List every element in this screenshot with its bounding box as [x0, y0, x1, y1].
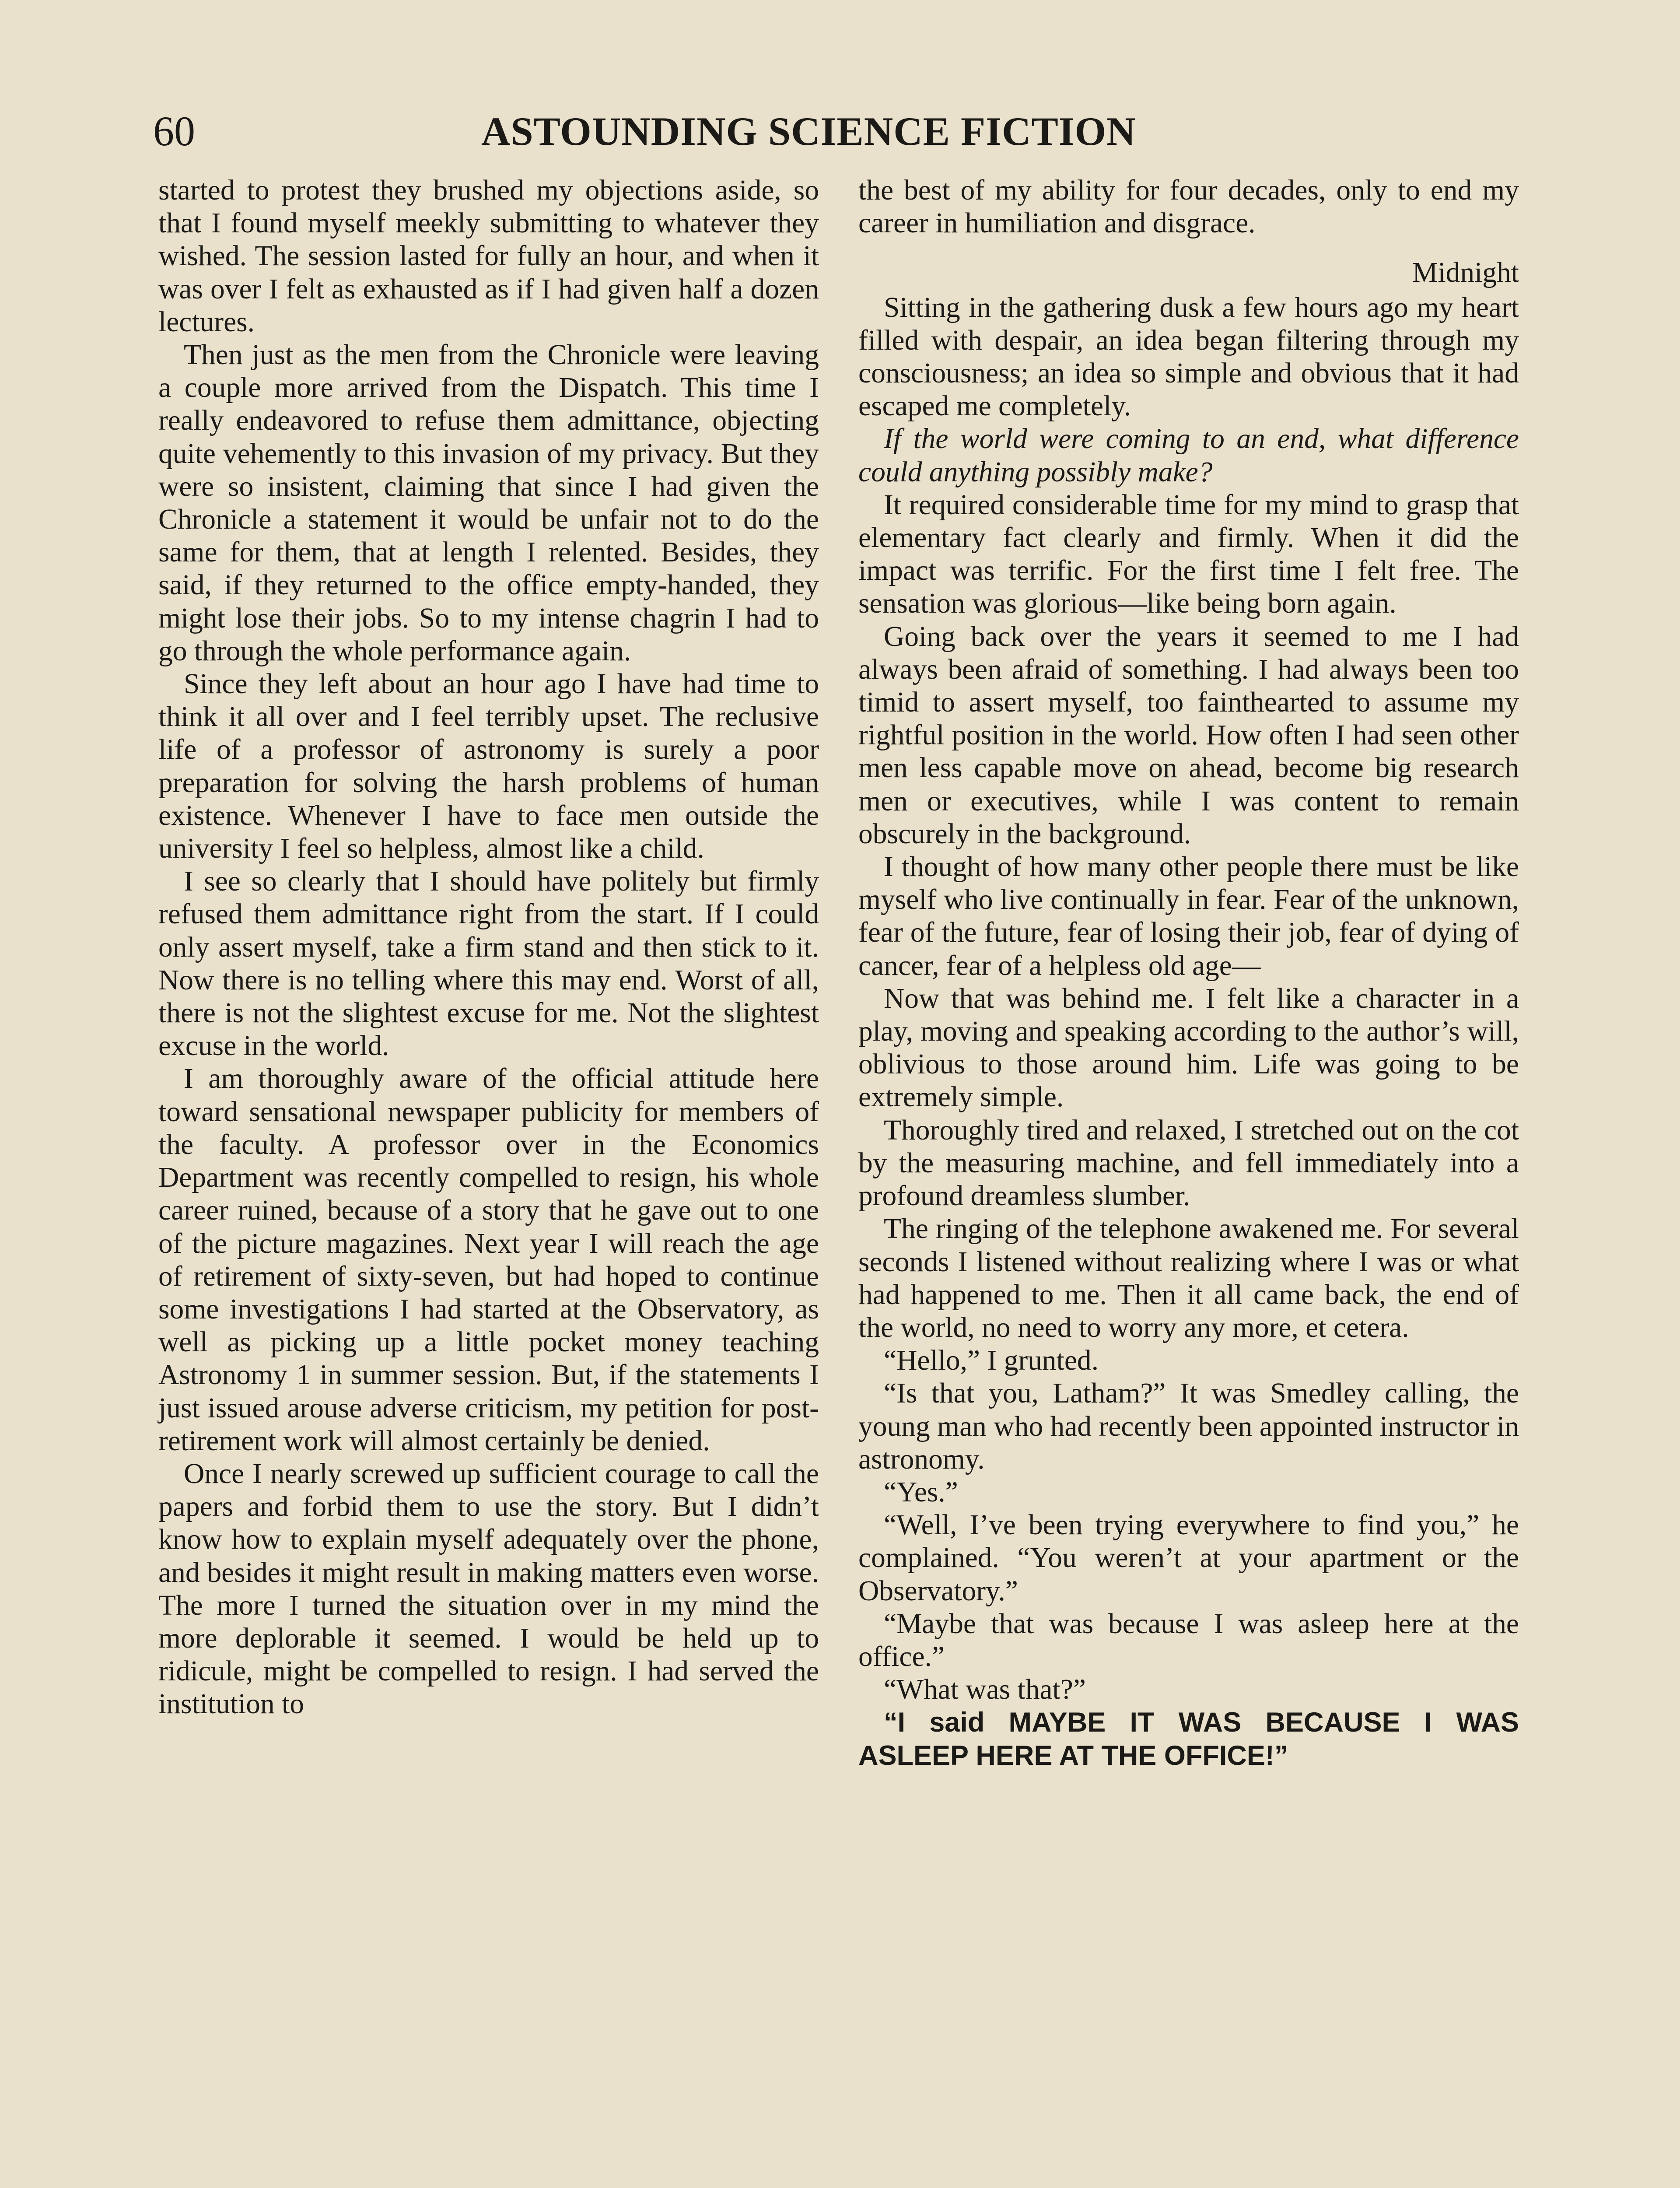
dialogue-line: “Well, I’ve been trying everywhere to find you,” he complained. “You weren’t at your apartment or the Observatory.” [858, 1509, 1519, 1607]
paragraph: Sitting in the gathering dusk a few hours ago my heart filled with despair, an idea began filtering through my consciousness; an idea so simple and obvious that it had escaped me completely. [858, 291, 1519, 422]
paragraph: It required considerable time for my mind to grasp that elementary fact clearly and firmly. When it did the impact was terrific. For the first time I felt free. The sensation was glorious—like being born again. [858, 489, 1519, 620]
section-heading: Midnight [1412, 257, 1519, 289]
paragraph: I thought of how many other people there must be like myself who live continually in fear. Fear of the unknown, fear of the future, fear of losing their job, fear of dying of cancer, fear of a helpless old age— [858, 851, 1519, 982]
running-title: ASTOUNDING SCIENCE FICTION [481, 109, 1136, 154]
dialogue-line: “Yes.” [884, 1476, 958, 1508]
paragraph: started to protest they brushed my objections aside, so that I found myself meekly submitting to whatever they wished. The session lasted for fully an hour, and when it was over I felt as exhausted as if I had given half a dozen lectures. [158, 175, 819, 338]
dialogue-line: “Is that you, Latham?” It was Smedley calling, the young man who had recently been appointed instructor in astronomy. [858, 1378, 1519, 1475]
shouted-dialogue: “I said MAYBE IT WAS BECAUSE I WAS ASLEEP HERE AT THE OFFICE!” [858, 1707, 1519, 1771]
dialogue-line: “Hello,” I grunted. [884, 1345, 1099, 1377]
paragraph: Going back over the years it seemed to me I had always been afraid of something. I had always been too timid to assert myself, too fainthearted to assume my rightful position in the world. How often I had seen other men less capable move on ahead, become big research men or executives, while I was content to remain obscurely in the background. [858, 621, 1519, 850]
paragraph: I am thoroughly aware of the official attitude here toward sensational newspaper publicity for members of the faculty. A professor over in the Economics Department was recently compelled to resign, his whole career ruined, because of a story that he gave out to one of the picture magazines. Next year I will reach the age of retirement of sixty-seven, but had hoped to continue some investigations I had started at the Observatory, as well as picking up a little pocket money teaching Astronomy 1 in summer session. But, if the statements I just issued arouse adverse criticism, my petition for post-retirement work will almost certainly be denied. [158, 1063, 819, 1457]
italic-paragraph: If the world were coming to an end, what difference could anything possibly make? [858, 423, 1519, 488]
paragraph: I see so clearly that I should have politely but firmly refused them admittance right from the start. If I could only assert myself, take a firm stand and then stick to it. Now there is no telling where this may end. Worst of all, there is not the slightest excuse for me. Not the slightest excuse in the world. [158, 866, 819, 1062]
right-column [858, 174, 1519, 2188]
paragraph: The ringing of the telephone awakened me. For several seconds I listened without realizing where I was or what had happened to me. Then it all came back, the end of the world, no need to worry any more, et cetera. [858, 1213, 1519, 1343]
page-header [153, 105, 1522, 158]
paragraph: Since they left about an hour ago I have had time to think it all over and I feel terribly upset. The reclusive life of a professor of astronomy is surely a poor preparation for solving the harsh problems of human existence. Whenever I have to face men outside the university I feel so helpless, almost like a child. [158, 668, 819, 865]
paragraph: Then just as the men from the Chronicle were leaving a couple more arrived from the Dispatch. This time I really endeavored to refuse them admittance, objecting quite vehemently to this invasion of my privacy. But they were so insistent, claiming that since I had given the Chronicle a statement it would be unfair not to do the same for them, that at length I relented. Besides, they said, if they returned to the office empty-handed, they might lose their jobs. So to my intense chagrin I had to go through the whole performance again. [158, 339, 819, 667]
page-number: 60 [153, 108, 195, 154]
paragraph: Once I nearly screwed up sufficient courage to call the papers and forbid them to use the story. But I didn’t know how to explain myself adequately over the phone, and besides it might result in making matters even worse. The more I turned the situation over in my mind the more deplorable it seemed. I would be held up to ridicule, might be compelled to resign. I had served the institution to [158, 1458, 819, 1720]
dialogue-line: “Maybe that was because I was asleep here at the office.” [858, 1608, 1519, 1673]
paragraph: Now that was behind me. I felt like a character in a play, moving and speaking according to the author’s will, oblivious to those around him. Life was going to be extremely simple. [858, 982, 1519, 1113]
dialogue-line: “What was that?” [884, 1674, 1086, 1706]
paragraph: Thoroughly tired and relaxed, I stretched out on the cot by the measuring machine, and fell immediately into a profound dreamless slumber. [858, 1114, 1519, 1212]
left-column [158, 174, 819, 2188]
paragraph-continuation: the best of my ability for four decades, only to end my career in humiliation and disgrace. [858, 175, 1519, 239]
